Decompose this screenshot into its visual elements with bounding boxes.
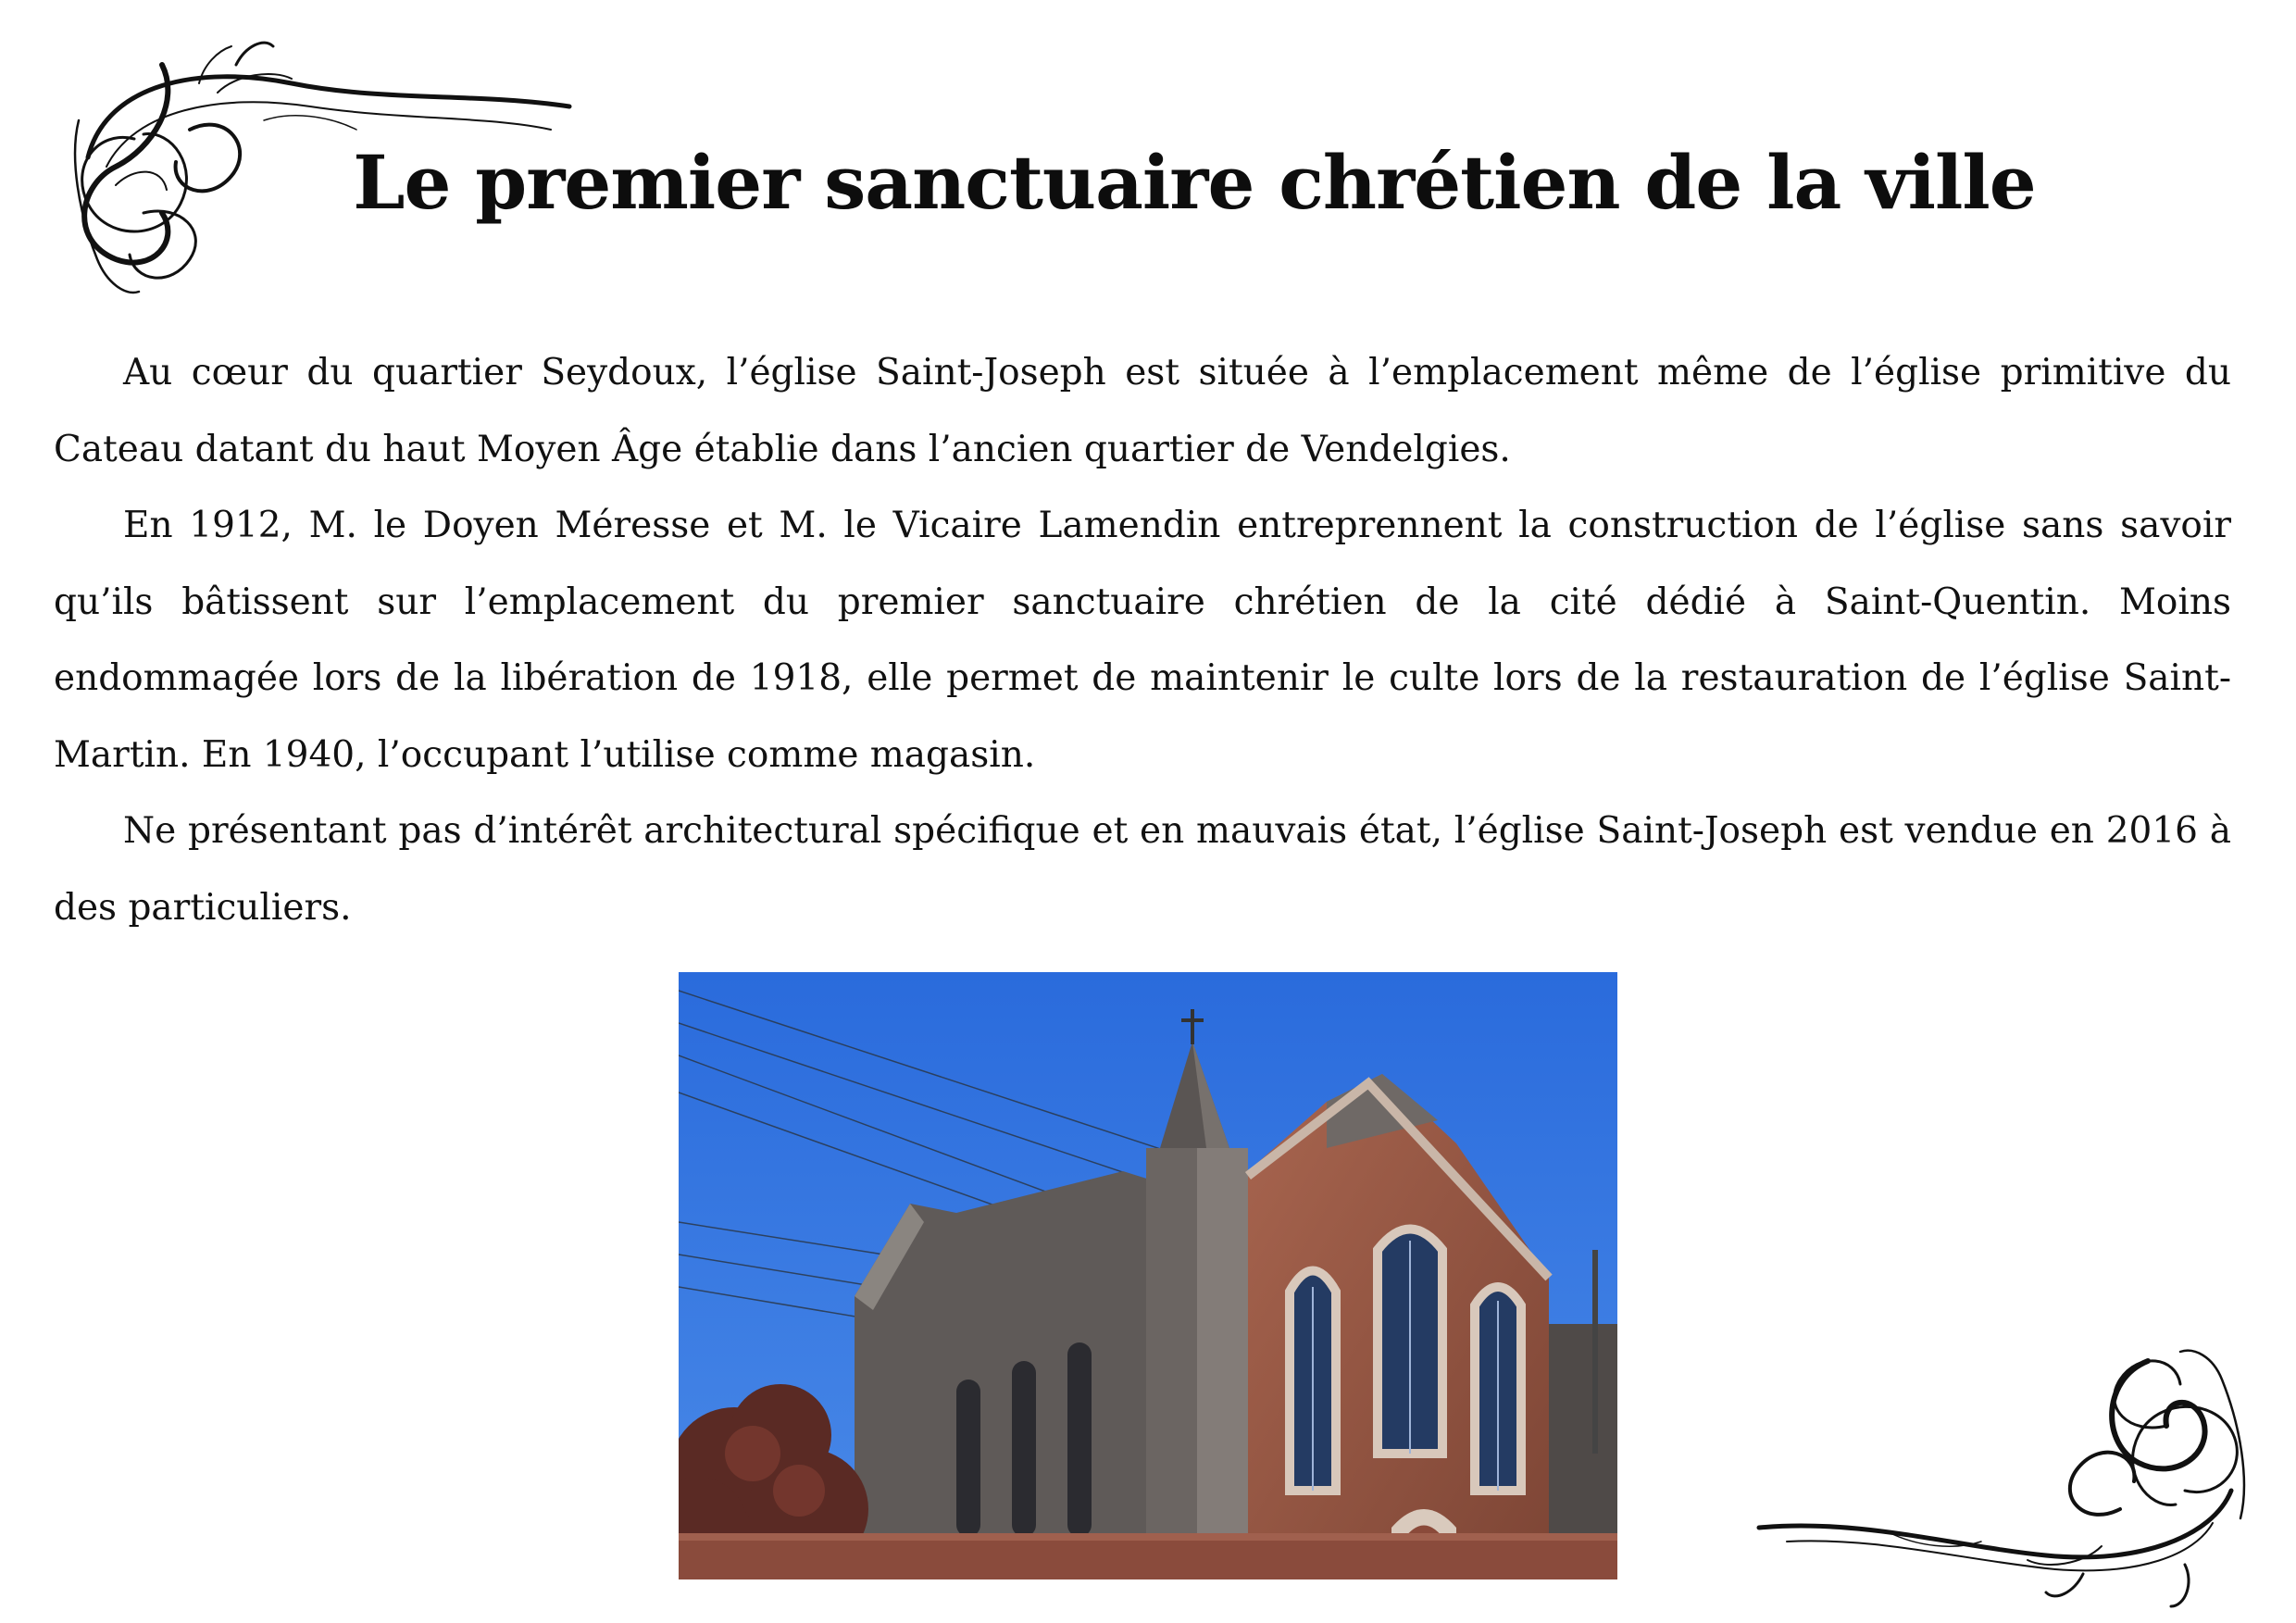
church-photo	[679, 972, 1617, 1579]
paragraph: En 1912, M. le Doyen Méresse et M. le Vicaire Lamendin entreprennent la construction de l’église sans savoir qu’ils bâtissent sur l’emplacement du premier sanctuaire chrétien de la cité dédié à Saint-Quentin. Moins endommagée lors de la libération de 1918, elle permet de maintenir le culte lors de la restauration de l’église Saint-Martin. En 1940, l’occupant l’utilise comme magasin.	[54, 505, 2231, 776]
body-text	[54, 335, 2231, 946]
paragraph: Au cœur du quartier Seydoux, l’église Saint-Joseph est située à l’emplacement même de l’église primitive du Cateau datant du haut Moyen Âge établie dans l’ancien quartier de Vendelgies.	[54, 352, 2231, 470]
flourish-ornament-icon	[1750, 1342, 2268, 1611]
page-title: Le premier sanctuaire chrétien de la ville	[353, 139, 2036, 226]
paragraph: Ne présentant pas d’intérêt architectural spécifique et en mauvais état, l’église Saint-Joseph est vendue en 2016 à des particuliers.	[54, 810, 2231, 929]
